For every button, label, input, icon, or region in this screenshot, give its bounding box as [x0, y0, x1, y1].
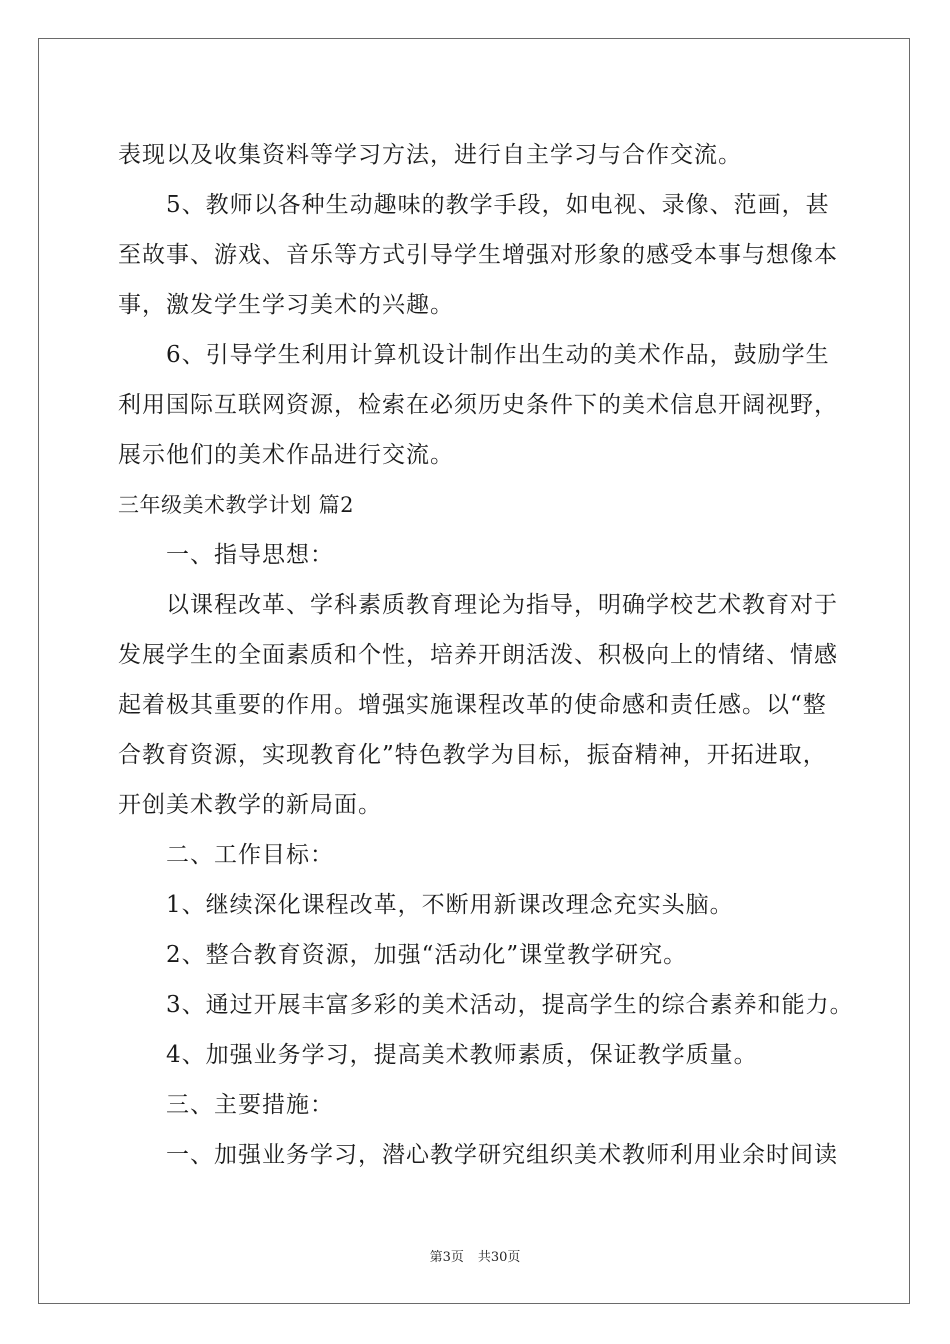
- section-title: 三年级美术教学计划 篇2: [118, 493, 355, 517]
- paragraph-line: 一、加强业务学习，潜心教学研究组织美术教师利用业余时间读: [166, 1142, 838, 1168]
- paragraph-line: 展示他们的美术作品进行交流。: [118, 442, 454, 468]
- list-item: 3、通过开展丰富多彩的美术活动，提高学生的综合素养和能力。: [166, 992, 854, 1018]
- document-body: [118, 130, 854, 1180]
- paragraph-line: 6、引导学生利用计算机设计制作出生动的美术作品，鼓励学生: [166, 342, 830, 368]
- paragraph-line: 合教育资源，实现教育化”特色教学为目标，振奋精神，开拓进取，: [118, 742, 827, 768]
- paragraph-line: 事，激发学生学习美术的兴趣。: [118, 292, 454, 318]
- list-item: 4、加强业务学习，提高美术教师素质，保证教学质量。: [166, 1042, 758, 1068]
- page-total: 共30页: [477, 1250, 521, 1265]
- paragraph-line: 以课程改革、学科素质教育理论为指导，明确学校艺术教育对于: [166, 592, 838, 618]
- paragraph-line: 5、教师以各种生动趣味的教学手段，如电视、录像、范画，甚: [166, 192, 830, 218]
- section-heading: 三、主要措施：: [166, 1092, 334, 1118]
- section-heading: 一、指导思想：: [166, 542, 334, 568]
- list-item: 1、继续深化课程改革，不断用新课改理念充实头脑。: [166, 892, 734, 918]
- paragraph-line: 表现以及收集资料等学习方法，进行自主学习与合作交流。: [118, 142, 742, 168]
- paragraph-line: 利用国际互联网资源，检索在必须历史条件下的美术信息开阔视野，: [118, 392, 838, 418]
- paragraph-line: 起着极其重要的作用。增强实施课程改革的使命感和责任感。以“整: [118, 692, 827, 718]
- paragraph-line: 开创美术教学的新局面。: [118, 792, 382, 818]
- paragraph-line: 发展学生的全面素质和个性，培养开朗活泼、积极向上的情绪、情感: [118, 642, 838, 668]
- section-heading: 二、工作目标：: [166, 842, 334, 868]
- list-item: 2、整合教育资源，加强“活动化”课堂教学研究。: [166, 942, 688, 968]
- paragraph-line: 至故事、游戏、音乐等方式引导学生增强对形象的感受本事与想像本: [118, 242, 838, 268]
- page-number: 第3页: [429, 1250, 464, 1265]
- page-footer: [0, 1246, 950, 1265]
